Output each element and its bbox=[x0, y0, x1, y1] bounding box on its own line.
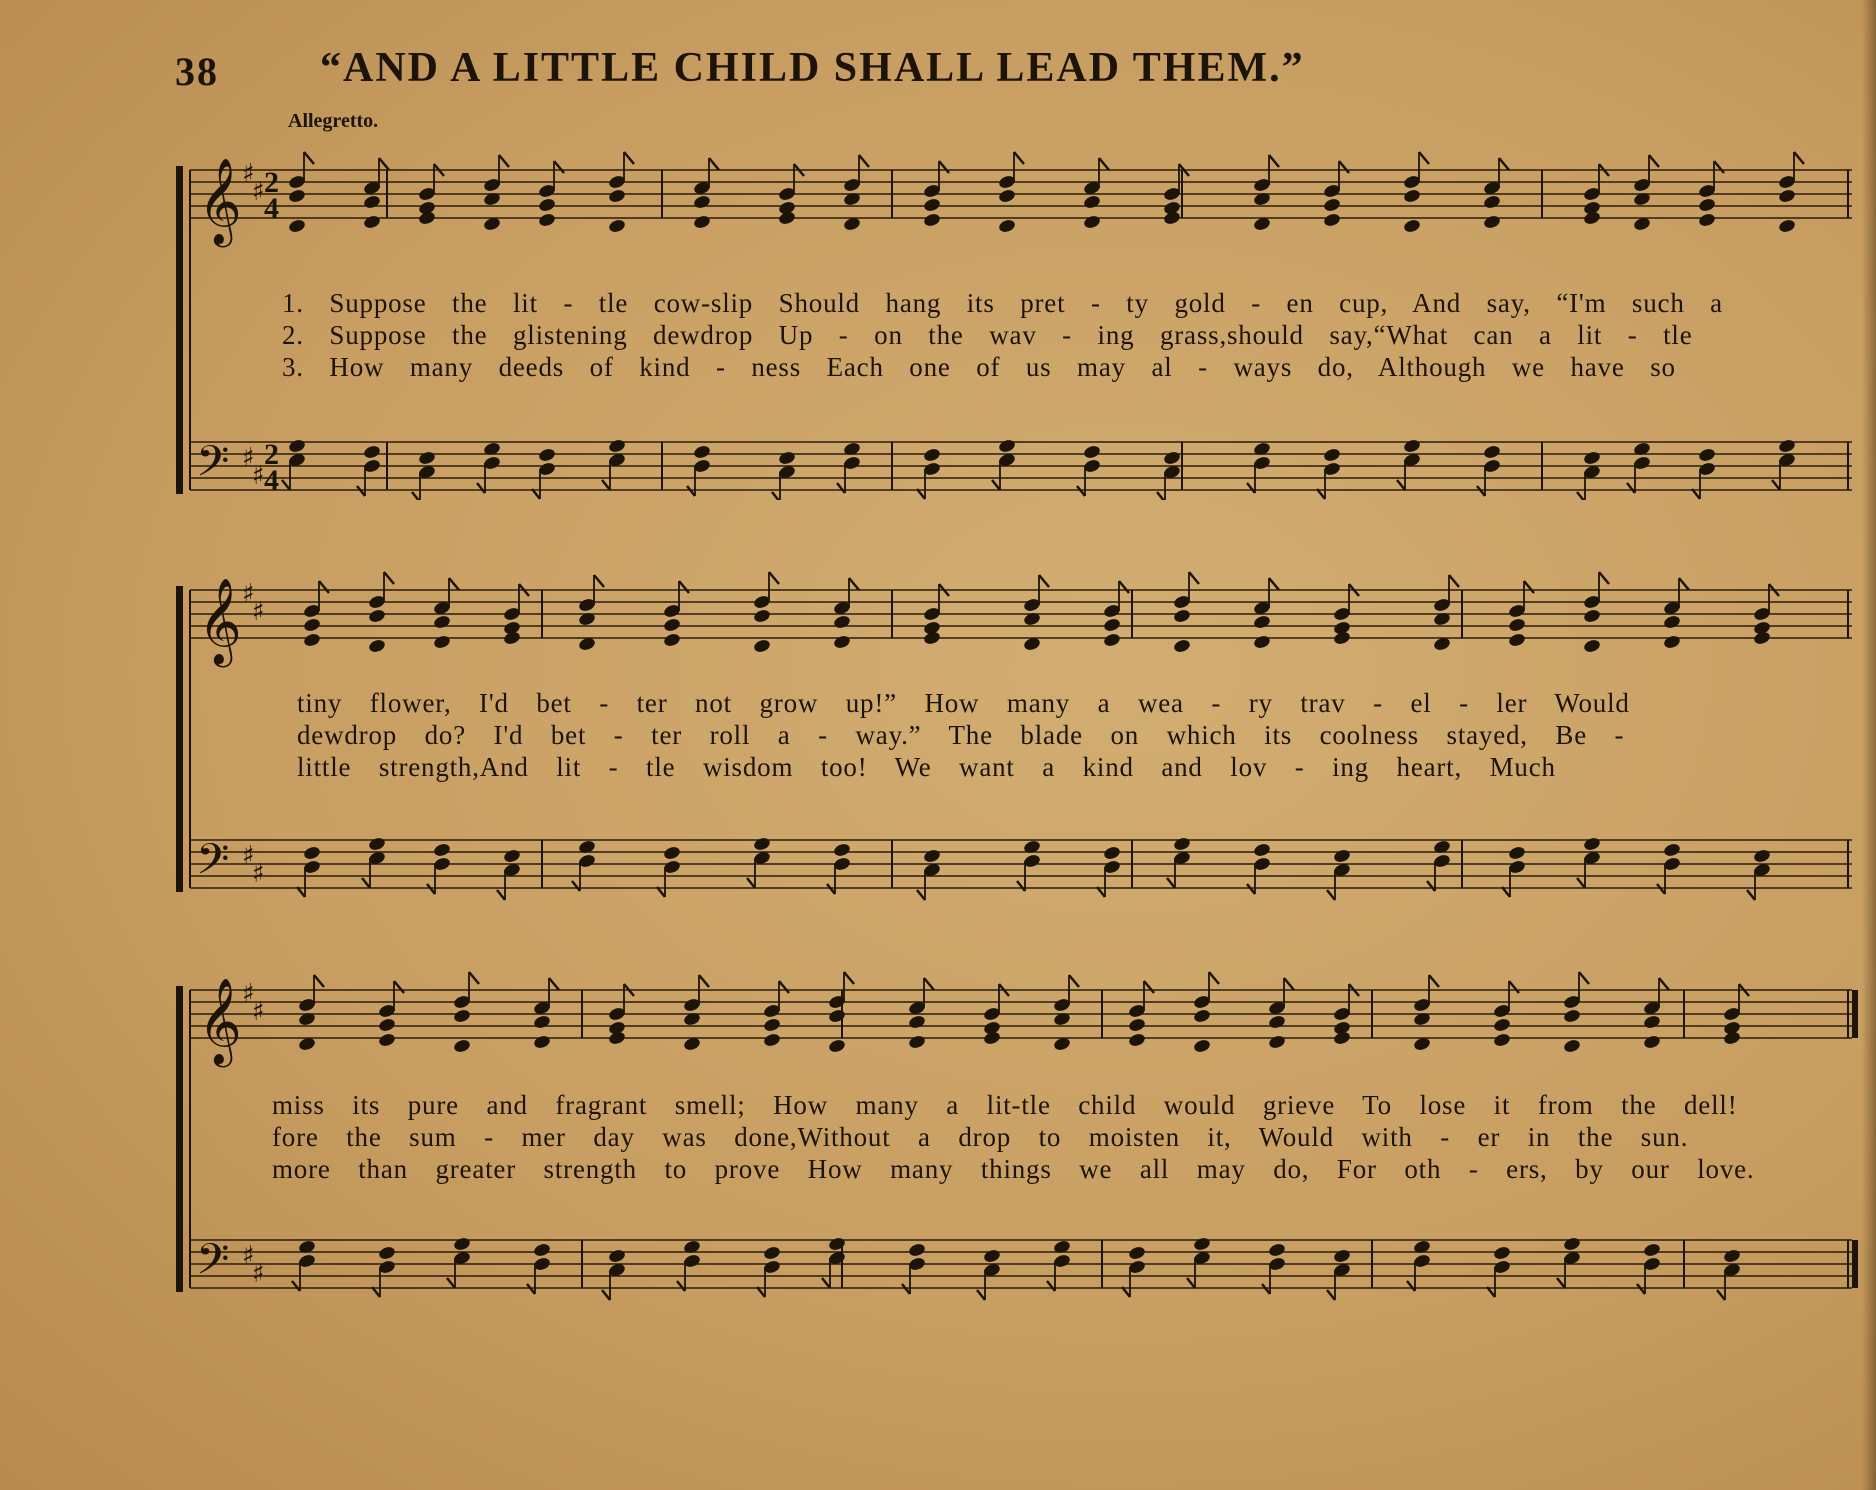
note-head bbox=[1173, 638, 1192, 654]
note-flag bbox=[1157, 492, 1165, 500]
note-flag bbox=[1247, 884, 1255, 894]
note-head bbox=[1723, 1248, 1742, 1264]
note-flag bbox=[837, 483, 845, 493]
note-flag bbox=[1189, 572, 1199, 584]
note-flag bbox=[477, 483, 485, 493]
note-head bbox=[1698, 447, 1717, 463]
note-head bbox=[923, 197, 942, 213]
note-head bbox=[533, 1034, 552, 1050]
bass-clef-icon: 𝄢 bbox=[196, 1235, 230, 1295]
note-flag bbox=[844, 972, 854, 984]
note-flag bbox=[1579, 972, 1589, 984]
note-head bbox=[1083, 214, 1102, 230]
sharp-icon: ♯ bbox=[242, 159, 255, 189]
note-head bbox=[1268, 1014, 1287, 1030]
note-head bbox=[1193, 1008, 1212, 1024]
lyric-line-verse-1 bbox=[172, 688, 1858, 720]
note-flag bbox=[447, 1278, 455, 1288]
note-flag bbox=[427, 884, 435, 894]
final-barline bbox=[1852, 1240, 1858, 1288]
note-flag bbox=[602, 480, 610, 490]
treble-clef-icon: 𝄞 bbox=[198, 578, 242, 664]
note-head bbox=[1778, 188, 1797, 204]
note-flag bbox=[1339, 161, 1349, 173]
note-flag bbox=[977, 1290, 985, 1300]
note-head bbox=[608, 218, 627, 234]
note-head bbox=[303, 617, 322, 633]
note-head bbox=[1493, 1245, 1512, 1261]
note-head bbox=[923, 447, 942, 463]
note-flag bbox=[1077, 486, 1085, 496]
note-head bbox=[1323, 212, 1342, 228]
note-flag bbox=[1679, 578, 1689, 590]
note-head bbox=[538, 447, 557, 463]
note-flag bbox=[314, 975, 324, 987]
note-head bbox=[303, 632, 322, 648]
note-head bbox=[778, 210, 797, 226]
note-head bbox=[828, 1038, 847, 1054]
note-head bbox=[763, 1032, 782, 1048]
note-flag bbox=[1144, 981, 1154, 993]
note-head bbox=[983, 1248, 1002, 1264]
lyric-line-verse-1 bbox=[172, 288, 1858, 320]
sharp-icon: ♯ bbox=[252, 597, 265, 627]
note-flag bbox=[687, 486, 695, 496]
note-head bbox=[1083, 194, 1102, 210]
page-number: 38 bbox=[175, 49, 219, 94]
note-head bbox=[1508, 632, 1527, 648]
sharp-icon: ♯ bbox=[252, 1259, 265, 1289]
treble-staff bbox=[190, 590, 1852, 638]
note-head bbox=[923, 630, 942, 646]
note-head bbox=[1323, 197, 1342, 213]
note-head bbox=[1753, 630, 1772, 646]
note-flag bbox=[1577, 492, 1585, 500]
note-head bbox=[1128, 1032, 1147, 1048]
note-head bbox=[693, 444, 712, 460]
note-head bbox=[1268, 1034, 1287, 1050]
note-flag bbox=[449, 578, 459, 590]
note-head bbox=[1583, 836, 1602, 852]
note-head bbox=[1583, 608, 1602, 624]
note-flag bbox=[827, 884, 835, 894]
music-system-2 bbox=[172, 548, 1858, 908]
note-flag bbox=[917, 890, 925, 900]
note-head bbox=[1583, 638, 1602, 654]
note-flag bbox=[1327, 1290, 1335, 1300]
lyric-text: more than greater strength to prove How many things we all may do, For oth - ers, by our love. bbox=[272, 1154, 1755, 1184]
note-flag bbox=[1167, 878, 1175, 888]
note-flag bbox=[1429, 975, 1439, 987]
note-flag bbox=[304, 152, 314, 164]
note-head bbox=[908, 1014, 927, 1030]
note-flag bbox=[549, 978, 559, 990]
note-flag bbox=[554, 161, 564, 173]
note-head bbox=[608, 1030, 627, 1046]
note-head bbox=[368, 638, 387, 654]
note-head bbox=[1173, 608, 1192, 624]
note-flag bbox=[1269, 155, 1279, 167]
treble-clef-icon: 𝄞 bbox=[198, 978, 242, 1064]
note-flag bbox=[362, 878, 370, 888]
note-flag bbox=[1099, 158, 1109, 170]
note-flag bbox=[1649, 155, 1659, 167]
note-flag bbox=[1509, 981, 1519, 993]
note-flag bbox=[394, 981, 404, 993]
lyric-line-verse-2 bbox=[172, 720, 1858, 752]
time-signature-top: 2 bbox=[264, 438, 279, 471]
note-head bbox=[418, 450, 437, 466]
note-head bbox=[1583, 450, 1602, 466]
note-head bbox=[1333, 848, 1352, 864]
note-flag bbox=[497, 890, 505, 900]
note-head bbox=[833, 634, 852, 650]
note-flag bbox=[822, 1278, 830, 1288]
note-flag bbox=[924, 978, 934, 990]
note-flag bbox=[849, 578, 859, 590]
note-head bbox=[1778, 218, 1797, 234]
note-head bbox=[1253, 634, 1272, 650]
note-flag bbox=[1407, 1281, 1415, 1291]
note-head bbox=[608, 188, 627, 204]
note-flag bbox=[779, 981, 789, 993]
note-head bbox=[378, 1017, 397, 1033]
note-flag bbox=[282, 480, 290, 490]
note-head bbox=[503, 848, 522, 864]
note-flag bbox=[677, 1281, 685, 1291]
note-flag bbox=[679, 581, 689, 593]
note-head bbox=[363, 194, 382, 210]
note-flag bbox=[1657, 884, 1665, 894]
page-edge-shadow bbox=[1862, 0, 1876, 1490]
note-flag bbox=[1397, 480, 1405, 490]
lyric-text: dewdrop do? I'd bet - ter roll a - way.” The blade on which its coolness stayed, Be - bbox=[297, 720, 1625, 750]
note-flag bbox=[1747, 890, 1755, 900]
note-head bbox=[418, 210, 437, 226]
treble-staff bbox=[190, 990, 1852, 1038]
note-flag bbox=[1284, 978, 1294, 990]
note-flag bbox=[594, 575, 604, 587]
note-head bbox=[1483, 194, 1502, 210]
note-flag bbox=[1449, 575, 1459, 587]
note-head bbox=[828, 1008, 847, 1024]
treble-clef-icon: 𝄞 bbox=[198, 158, 242, 244]
note-flag bbox=[1557, 1278, 1565, 1288]
note-head bbox=[503, 630, 522, 646]
tempo-marking: Allegretto. bbox=[288, 110, 379, 132]
note-head bbox=[1403, 188, 1422, 204]
note-head bbox=[1128, 1245, 1147, 1261]
note-head bbox=[453, 1008, 472, 1024]
note-head bbox=[1268, 1242, 1287, 1258]
note-head bbox=[923, 848, 942, 864]
note-flag bbox=[1327, 890, 1335, 900]
note-flag bbox=[709, 158, 719, 170]
time-signature-bottom: 4 bbox=[264, 192, 279, 225]
music-system-3 bbox=[172, 948, 1858, 1308]
note-head bbox=[983, 1030, 1002, 1046]
sharp-icon: ♯ bbox=[252, 859, 265, 889]
note-head bbox=[1333, 1248, 1352, 1264]
note-flag bbox=[1187, 1278, 1195, 1288]
note-flag bbox=[412, 492, 420, 500]
note-head bbox=[1643, 1242, 1662, 1258]
sharp-icon: ♯ bbox=[242, 579, 255, 609]
note-flag bbox=[602, 1290, 610, 1300]
lyric-text: little strength,And lit - tle wisdom too! We want a kind and lov - ing heart, Much bbox=[297, 752, 1556, 782]
note-flag bbox=[357, 486, 365, 496]
sharp-icon: ♯ bbox=[242, 1241, 255, 1271]
note-flag bbox=[1069, 975, 1079, 987]
note-head bbox=[1663, 634, 1682, 650]
sharp-icon: ♯ bbox=[242, 443, 255, 473]
note-flag bbox=[1794, 152, 1804, 164]
note-head bbox=[538, 197, 557, 213]
note-head bbox=[1163, 450, 1182, 466]
note-flag bbox=[379, 158, 389, 170]
note-head bbox=[1563, 1038, 1582, 1054]
note-head bbox=[368, 608, 387, 624]
note-flag bbox=[1047, 1281, 1055, 1291]
note-flag bbox=[1637, 1284, 1645, 1294]
note-flag bbox=[1714, 161, 1724, 173]
lyric-text: 2. Suppose the glistening dewdrop Up - on the wav - ing grass,should say,“What can a lit - tle bbox=[282, 320, 1693, 350]
final-barline bbox=[1852, 990, 1858, 1038]
note-head bbox=[1483, 214, 1502, 230]
note-head bbox=[908, 1034, 927, 1050]
note-head bbox=[1698, 212, 1717, 228]
note-flag bbox=[1427, 881, 1435, 891]
note-head bbox=[998, 438, 1017, 454]
lyric-line-verse-3 bbox=[172, 752, 1858, 784]
note-flag bbox=[1524, 581, 1534, 593]
note-head bbox=[1083, 444, 1102, 460]
note-flag bbox=[384, 572, 394, 584]
lyric-line-verse-2 bbox=[172, 320, 1858, 352]
page-header bbox=[0, 0, 1876, 110]
note-head bbox=[433, 842, 452, 858]
note-head bbox=[998, 218, 1017, 234]
note-head bbox=[538, 212, 557, 228]
note-head bbox=[433, 614, 452, 630]
note-head bbox=[378, 1245, 397, 1261]
note-head bbox=[1333, 630, 1352, 646]
note-flag bbox=[319, 581, 329, 593]
note-flag bbox=[1209, 972, 1219, 984]
note-flag bbox=[1477, 486, 1485, 496]
note-head bbox=[763, 1017, 782, 1033]
note-flag bbox=[572, 881, 580, 891]
note-flag bbox=[1247, 483, 1255, 493]
note-head bbox=[453, 1236, 472, 1252]
note-head bbox=[608, 1248, 627, 1264]
note-head bbox=[303, 845, 322, 861]
bass-clef-icon: 𝄢 bbox=[196, 437, 230, 497]
note-head bbox=[363, 444, 382, 460]
note-head bbox=[1698, 197, 1717, 213]
song-title: “AND A LITTLE CHILD SHALL LEAD THEM.” bbox=[320, 45, 1305, 91]
note-head bbox=[1483, 444, 1502, 460]
time-signature-top: 2 bbox=[264, 166, 279, 199]
note-head bbox=[1663, 614, 1682, 630]
note-flag bbox=[1627, 483, 1635, 493]
note-flag bbox=[1419, 152, 1429, 164]
bass-staff bbox=[190, 1240, 1852, 1288]
note-head bbox=[753, 638, 772, 654]
note-flag bbox=[1599, 572, 1609, 584]
note-flag bbox=[1017, 881, 1025, 891]
note-head bbox=[778, 450, 797, 466]
note-head bbox=[998, 188, 1017, 204]
note-head bbox=[908, 1242, 927, 1258]
sharp-icon: ♯ bbox=[252, 177, 265, 207]
note-head bbox=[1493, 1017, 1512, 1033]
note-flag bbox=[1659, 978, 1669, 990]
note-head bbox=[533, 1242, 552, 1258]
note-head bbox=[1103, 617, 1122, 633]
note-flag bbox=[1772, 480, 1780, 490]
note-flag bbox=[1262, 1284, 1270, 1294]
note-flag bbox=[939, 161, 949, 173]
music-system-1 bbox=[172, 140, 1858, 510]
time-signature-bottom: 4 bbox=[264, 464, 279, 497]
note-head bbox=[923, 212, 942, 228]
note-head bbox=[1333, 1030, 1352, 1046]
note-flag bbox=[992, 480, 1000, 490]
note-flag bbox=[292, 1281, 300, 1291]
lyric-text: 3. How many deeds of kind - ness Each one of us may al - ways do, Although we have so bbox=[282, 352, 1676, 382]
note-head bbox=[1563, 1236, 1582, 1252]
note-flag bbox=[1269, 578, 1279, 590]
note-head bbox=[1403, 218, 1422, 234]
note-head bbox=[288, 438, 307, 454]
note-head bbox=[663, 845, 682, 861]
note-head bbox=[378, 1032, 397, 1048]
note-head bbox=[1193, 1038, 1212, 1054]
note-head bbox=[753, 608, 772, 624]
note-flag bbox=[859, 155, 869, 167]
note-head bbox=[533, 1014, 552, 1030]
lyric-line-verse-3 bbox=[172, 352, 1858, 384]
note-head bbox=[433, 634, 452, 650]
lyric-line-verse-2 bbox=[172, 1122, 1858, 1154]
note-flag bbox=[699, 975, 709, 987]
sharp-icon: ♯ bbox=[252, 461, 265, 491]
note-head bbox=[1323, 447, 1342, 463]
note-head bbox=[1663, 842, 1682, 858]
note-head bbox=[753, 836, 772, 852]
bass-clef-icon: 𝄢 bbox=[196, 835, 230, 895]
note-flag bbox=[469, 972, 479, 984]
note-flag bbox=[1119, 581, 1129, 593]
lyric-text: fore the sum - mer day was done,Without a drop to moisten it, Would with - er in the sun. bbox=[272, 1122, 1689, 1152]
note-head bbox=[1253, 614, 1272, 630]
note-head bbox=[763, 1245, 782, 1261]
note-flag bbox=[527, 1284, 535, 1294]
note-head bbox=[1403, 438, 1422, 454]
note-head bbox=[1643, 1034, 1662, 1050]
note-flag bbox=[624, 152, 634, 164]
note-head bbox=[1508, 845, 1527, 861]
note-head bbox=[288, 188, 307, 204]
lyric-text: miss its pure and fragrant smell; How many a lit-tle child would grieve To lose it from the dell! bbox=[272, 1090, 1738, 1120]
note-head bbox=[663, 617, 682, 633]
note-head bbox=[1128, 1017, 1147, 1033]
lyric-line-verse-3 bbox=[172, 1154, 1858, 1186]
note-head bbox=[1563, 1008, 1582, 1024]
sharp-icon: ♯ bbox=[252, 997, 265, 1027]
note-flag bbox=[1717, 1290, 1725, 1300]
note-flag bbox=[769, 572, 779, 584]
note-flag bbox=[902, 1284, 910, 1294]
note-head bbox=[833, 842, 852, 858]
note-head bbox=[663, 632, 682, 648]
note-head bbox=[1103, 845, 1122, 861]
note-head bbox=[1103, 632, 1122, 648]
note-head bbox=[288, 218, 307, 234]
lyric-text: 1. Suppose the lit - tle cow-slip Should hang its pret - ty gold - en cup, And say, “I'm such a bbox=[282, 288, 1723, 318]
note-head bbox=[693, 214, 712, 230]
note-head bbox=[1508, 617, 1527, 633]
note-flag bbox=[1577, 878, 1585, 888]
bass-staff bbox=[190, 442, 1852, 490]
note-head bbox=[1173, 836, 1192, 852]
sharp-icon: ♯ bbox=[242, 979, 255, 1009]
note-head bbox=[828, 1236, 847, 1252]
note-head bbox=[368, 836, 387, 852]
note-head bbox=[1253, 842, 1272, 858]
note-head bbox=[1753, 848, 1772, 864]
note-head bbox=[1778, 438, 1797, 454]
note-head bbox=[1493, 1032, 1512, 1048]
note-head bbox=[1163, 210, 1182, 226]
note-head bbox=[1723, 1030, 1742, 1046]
treble-staff bbox=[190, 170, 1852, 218]
note-flag bbox=[772, 492, 780, 500]
note-flag bbox=[499, 155, 509, 167]
note-head bbox=[608, 438, 627, 454]
note-head bbox=[1193, 1236, 1212, 1252]
note-head bbox=[453, 1038, 472, 1054]
note-flag bbox=[1014, 152, 1024, 164]
note-flag bbox=[1499, 158, 1509, 170]
lyric-line-verse-1 bbox=[172, 1090, 1858, 1122]
sharp-icon: ♯ bbox=[242, 841, 255, 871]
note-flag bbox=[1039, 575, 1049, 587]
note-head bbox=[833, 614, 852, 630]
note-flag bbox=[747, 878, 755, 888]
note-head bbox=[693, 194, 712, 210]
note-head bbox=[1643, 1014, 1662, 1030]
note-head bbox=[363, 214, 382, 230]
lyric-text: tiny flower, I'd bet - ter not grow up!” How many a wea - ry trav - el - ler Would bbox=[297, 688, 1630, 718]
note-head bbox=[1583, 210, 1602, 226]
